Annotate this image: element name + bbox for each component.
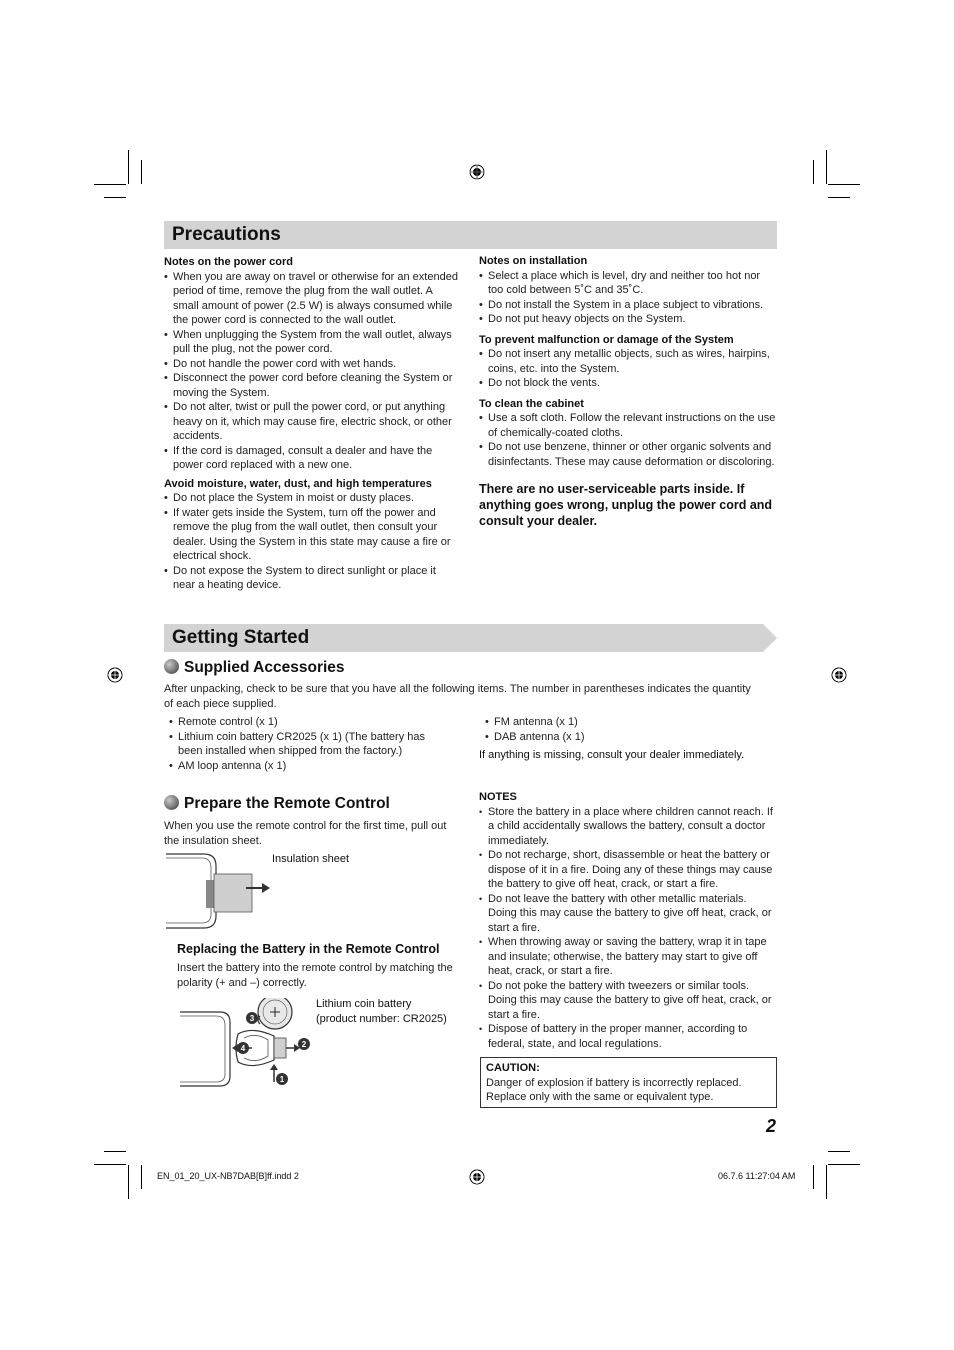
list-item: • DAB antenna (x 1) (485, 730, 755, 745)
prepare-remote-label: Prepare the Remote Control (184, 795, 390, 812)
notes-section (479, 790, 777, 1055)
caution-text: Danger of explosion if battery is incorrectly replaced. Replace only with the same or equivalent type. (486, 1076, 742, 1103)
footer-filename: EN_01_20_UX-NB7DAB[B]ff.indd 2 (157, 1171, 299, 1181)
battery-replacement-illustration (178, 998, 313, 1090)
list-item: • When unplugging the System from the wall outlet, always pull the plug, not the power cord. (164, 328, 460, 357)
list-item: • Do not block the vents. (479, 376, 778, 391)
list-item: • Select a place which is level, dry and neither too hot nor too cold between 5˚C and 35˚C. (479, 269, 778, 298)
page-number: 2 (766, 1116, 777, 1136)
notes-heading: NOTES (479, 791, 517, 803)
list-item: • Do not leave the battery with other metallic materials. Doing this may cause the battery to give off heat, crack, or start a fire. (479, 892, 777, 936)
list-item: • Do not handle the power cord with wet hands. (164, 357, 460, 372)
notes-list (479, 805, 777, 1052)
registration-mark-icon (469, 1169, 485, 1185)
remote-intro: When you use the remote control for the first time, pull out the insulation sheet. (164, 820, 447, 847)
step-1-number: 1 (279, 1075, 285, 1084)
list-item: • Dispose of battery in the proper manner, according to federal, state, and local regulations. (479, 1022, 777, 1051)
insulation-sheet-illustration (164, 850, 274, 932)
list-item: • FM antenna (x 1) (485, 715, 755, 730)
precautions-title: Precautions (164, 221, 777, 249)
list-item: • AM loop antenna (x 1) (169, 759, 439, 774)
list-item: • When throwing away or saving the battery, wrap it in tape and insulate; otherwise, the battery may start to give off heat, crack, or start a fire. (479, 935, 777, 979)
section-bullet-icon (164, 659, 179, 674)
installation-heading: Notes on installation (479, 255, 588, 267)
list-item: • Store the battery in a place where children cannot reach. If a child accidentally swallows the battery, consult a doctor immediately. (479, 805, 777, 849)
accessories-left-list (169, 715, 439, 777)
malfunction-heading: To prevent malfunction or damage of the System (479, 333, 734, 346)
insulation-sheet-label: Insulation sheet (272, 853, 350, 865)
supplied-accessories-label: Supplied Accessories (184, 659, 345, 676)
battery-label-line-1: Lithium coin battery (316, 998, 412, 1010)
list-item: • Do not insert any metallic objects, such as wires, hairpins, coins, etc. into the System. (479, 347, 778, 376)
list-item: • Do not recharge, short, disassemble or heat the battery or dispose of it in a fire. Doing any of these things may cause the battery to give off heat, crack, or start a fire. (479, 848, 777, 892)
registration-mark-icon (831, 667, 847, 683)
power-cord-list (164, 270, 460, 473)
list-item: • Do not put heavy objects on the System. (479, 312, 778, 327)
registration-mark-icon (469, 164, 485, 180)
footer-datetime: 06.7.6 11:27:04 AM (718, 1171, 796, 1181)
malfunction-list (479, 347, 778, 391)
list-item: • Do not alter, twist or pull the power cord, or put anything heavy on it, which may cause fire, electric shock, or other accidents. (164, 400, 460, 444)
battery-label (316, 997, 447, 1026)
caution-title: CAUTION: (486, 1062, 540, 1074)
accessories-intro: After unpacking, check to be sure that you have all the following items. The number in parentheses indicates the quantity of each piece supplied. (164, 683, 751, 710)
list-item: • Disconnect the power cord before cleaning the System or moving the System. (164, 371, 460, 400)
moisture-heading: Avoid moisture, water, dust, and high temperatures (164, 477, 432, 490)
list-item: • Remote control (x 1) (169, 715, 439, 730)
cabinet-list (479, 411, 778, 469)
missing-note: If anything is missing, consult your dealer immediately. (479, 749, 745, 761)
list-item: • If water gets inside the System, turn off the power and remove the plug from the wall outlet, then consult your dealer. Using the System in this state may cause a fire or electrical shock. (164, 506, 460, 564)
list-item: • Use a soft cloth. Follow the relevant instructions on the use of chemically-coated cloths. (479, 411, 778, 440)
list-item: • Do not poke the battery with tweezers or similar tools. Doing this may cause the battery to give off heat, crack, or start a fire. (479, 979, 777, 1023)
list-item: • When you are away on travel or otherwise for an extended period of time, remove the plug from the wall outlet. A small amount of power (2.5 W) is always consumed while the power cord is connected to the wall outlet. (164, 270, 460, 328)
list-item: • Do not use benzene, thinner or other organic solvents and disinfectants. These may cause deformation or discoloring. (479, 440, 778, 469)
list-item: • Lithium coin battery CR2025 (x 1) (The battery has been installed when shipped from the factory.) (169, 730, 439, 759)
moisture-list (164, 491, 460, 593)
cabinet-heading: To clean the cabinet (479, 397, 584, 410)
step-4-number: 4 (240, 1044, 246, 1053)
accessories-right-list (485, 715, 755, 748)
list-item: • Do not expose the System to direct sunlight or place it near a heating device. (164, 564, 460, 593)
list-item: • Do not place the System in moist or dusty places. (164, 491, 460, 506)
replace-battery-heading: Replacing the Battery in the Remote Control (177, 942, 440, 956)
step-3-number: 3 (249, 1014, 255, 1023)
replace-battery-text: Insert the battery into the remote control by matching the polarity (+ and –) correctly. (177, 962, 453, 989)
list-item: • If the cord is damaged, consult a dealer and have the power cord replaced with a new one. (164, 444, 460, 473)
list-item: • Do not install the System in a place subject to vibrations. (479, 298, 778, 313)
section-bullet-icon (164, 795, 179, 810)
getting-started-title: Getting Started (172, 627, 310, 648)
step-2-number: 2 (301, 1040, 307, 1049)
caution-box (480, 1057, 777, 1108)
power-cord-heading: Notes on the power cord (164, 256, 293, 268)
battery-label-line-2: (product number: CR2025) (316, 1012, 447, 1025)
precautions-right-column (479, 254, 778, 529)
registration-mark-icon (107, 667, 123, 683)
installation-list (479, 269, 778, 327)
prepare-remote-heading (164, 795, 390, 813)
service-warning: There are no user-serviceable parts inside. If anything goes wrong, unplug the power cord and consult your dealer. (479, 482, 773, 528)
supplied-accessories-heading (164, 659, 345, 677)
precautions-left-column (164, 255, 460, 597)
